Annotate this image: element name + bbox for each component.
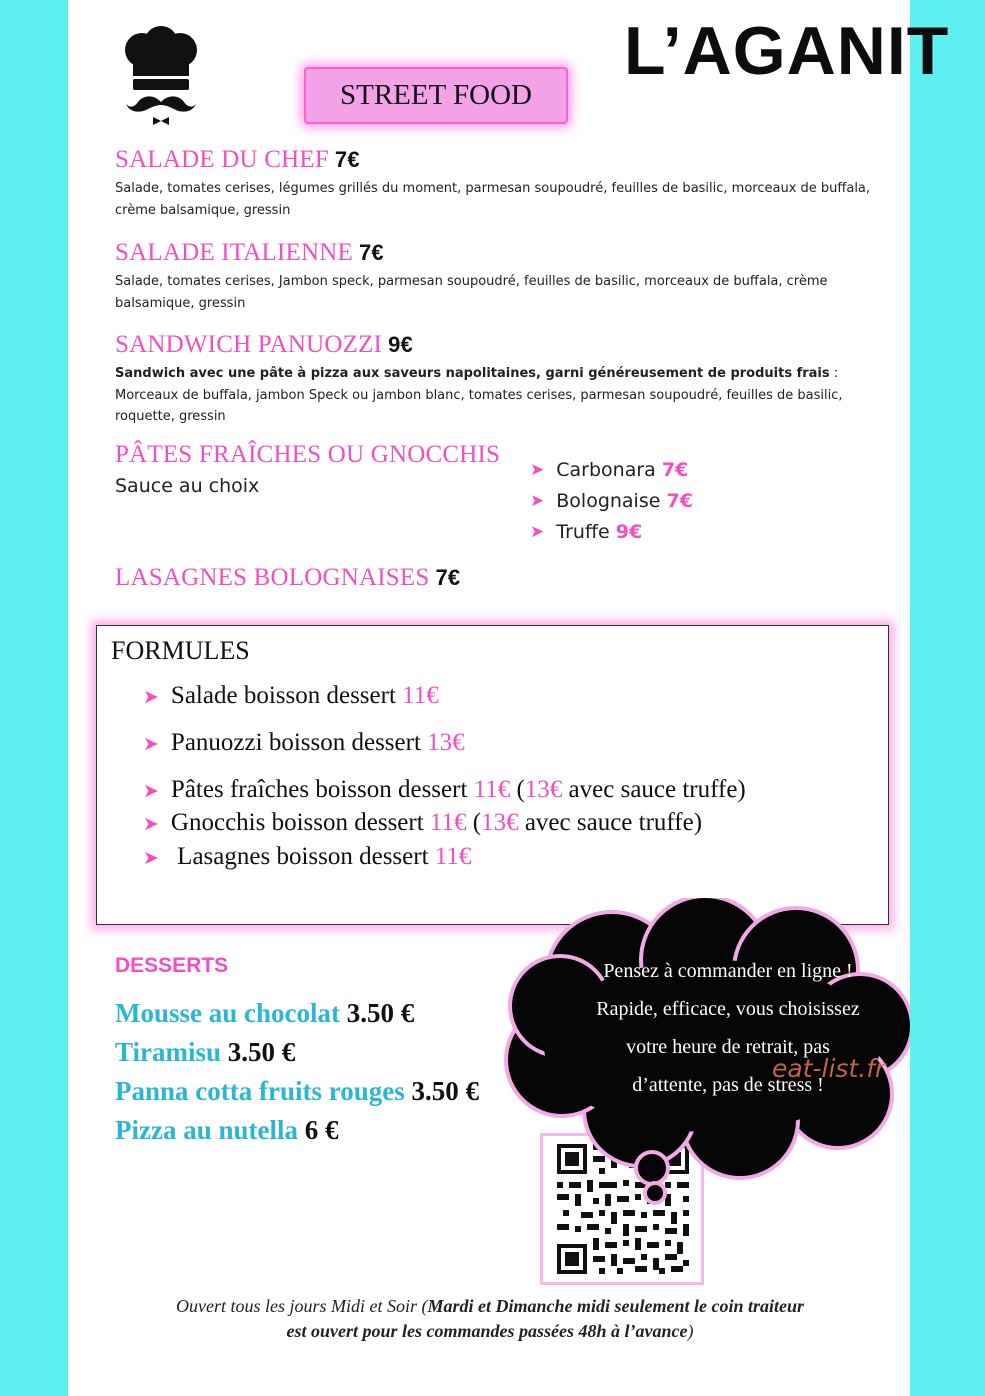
menu-item-panuozzi [115, 331, 875, 428]
footer-hours: Ouvert tous les jours Midi et Soir (Mardi et Dimanche midi seulement le coin traiteur est ouvert pour les commandes passées 48h à l’avance) [176, 1296, 804, 1341]
item-name: SALADE ITALIENNE [115, 239, 353, 266]
arrow-bullet-icon: ➤ [143, 814, 159, 835]
dessert-item: Mousse au chocolat 3.50 € [115, 998, 415, 1028]
cloud-message: Pensez à commander en ligne ! Rapide, efficace, vous choisissez votre heure de retrait, pas d’attente, pas de stress ! [596, 960, 860, 1096]
formule-row: ➤ Lasagnes boisson dessert 11€ [143, 843, 472, 870]
item-name: PÂTES FRAÎCHES OU GNOCCHIS [115, 441, 501, 468]
arrow-bullet-icon: ➤ [143, 687, 159, 708]
item-description: Salade, tomates cerises, Jambon speck, parmesan soupoudré, feuilles de basilic, morceaux de buffala, crème balsamique, gressin [115, 274, 828, 311]
arrow-bullet-icon: ➤ [143, 848, 159, 869]
item-price: 7€ [435, 565, 461, 590]
menu-item-salade-chef [115, 146, 875, 221]
item-description: Salade, tomates cerises, légumes grillés du moment, parmesan soupoudré, feuilles de basilic, morceaux de buffala, crème balsamique, gressin [115, 181, 871, 218]
arrow-bullet-icon: ➤ [530, 521, 545, 542]
item-price: 7€ [358, 240, 384, 265]
dessert-item: Panna cotta fruits rouges 3.50 € [115, 1076, 479, 1106]
item-name: SANDWICH PANUOZZI [115, 331, 383, 358]
item-description [115, 363, 875, 428]
formule-row: ➤ Gnocchis boisson dessert 11€ (13€ avec sauce truffe) [143, 809, 703, 836]
item-description-rest: : Morceaux de buffala, jambon Speck ou jambon blanc, tomates cerises, parmesan soupoudré, feuilles de basilic, roquette, gressin [115, 366, 843, 424]
dessert-item: Tiramisu 3.50 € [115, 1037, 296, 1067]
menu-item-salade-italienne [115, 239, 875, 314]
menu-item-lasagnes [115, 564, 460, 592]
item-name: SALADE DU CHEF [115, 146, 329, 173]
arrow-bullet-icon: ➤ [530, 490, 545, 511]
list-item: ➤ Carbonara 7€ [530, 458, 689, 481]
menu-page [68, 0, 950, 1396]
list-item: ➤ Bolognaise 7€ [530, 489, 693, 512]
pasta-subtitle: Sauce au choix [115, 475, 260, 497]
item-price: 9€ [388, 332, 413, 357]
arrow-bullet-icon: ➤ [143, 734, 159, 755]
item-name: LASAGNES BOLOGNAISES [115, 564, 430, 591]
formule-row: ➤ Pâtes fraîches boisson dessert 11€ (13€ avec sauce truffe) [143, 776, 746, 803]
formules-box [96, 625, 889, 925]
list-item: ➤ Truffe 9€ [530, 520, 643, 543]
menu-item-pasta [115, 441, 500, 497]
item-description-bold: Sandwich avec une pâte à pizza aux saveurs napolitaines, garni généreusement de produits frais [115, 366, 830, 381]
arrow-bullet-icon: ➤ [530, 459, 545, 480]
watermark: eat-list.fr [772, 1054, 886, 1083]
formule-row: ➤ Panuozzi boisson dessert 13€ [143, 729, 465, 756]
item-price: 7€ [334, 147, 360, 172]
dessert-item: Pizza au nutella 6 € [115, 1115, 339, 1145]
arrow-bullet-icon: ➤ [143, 781, 159, 802]
restaurant-name: L’AGANIT [624, 13, 950, 89]
pasta-options [530, 454, 693, 547]
formule-row: ➤ Salade boisson dessert 11€ [143, 682, 439, 709]
desserts-title: DESSERTS [115, 954, 229, 977]
formules-title: FORMULES [111, 636, 250, 665]
chef-hat-mustache-icon [120, 26, 202, 128]
street-food-label: STREET FOOD [304, 67, 568, 124]
